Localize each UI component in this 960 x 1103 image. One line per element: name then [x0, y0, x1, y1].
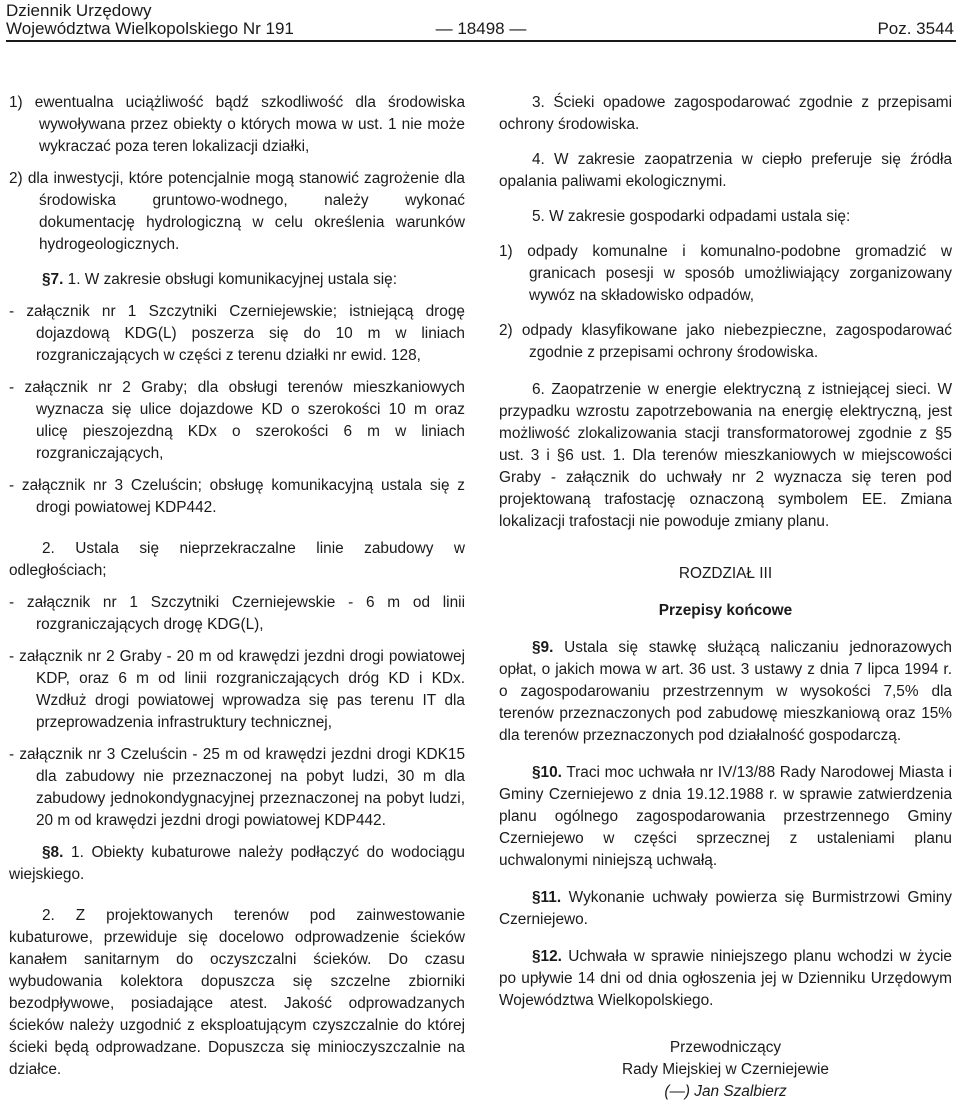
- paragraph-8: [9, 842, 465, 886]
- paragraph-7-text: 1. W zakresie obsługi komunikacyjnej ustala się:: [63, 271, 398, 288]
- page-number: — 18498 —: [435, 19, 527, 38]
- paragraph-11-text: Wykonanie uchwały powierza się Burmistrzowi Gminy Czerniejewo.: [499, 889, 952, 928]
- left-dash-item-6: - załącznik nr 3 Czeluścin - 25 m od krawędzi jezdni drogi KDK15 dla zabudowy nie przeznaczonej na pobyt ludzi, 30 m dla zabudowy jednokondygnacyjnej przeznaczonej na pobyt ludzi, 20 m od krawędzi jezdni drogi powiatowej KDP442.: [9, 746, 465, 829]
- paragraph-11: [499, 887, 952, 931]
- paragraph-10: [499, 762, 952, 872]
- section-mark-8: §8.: [42, 844, 64, 861]
- journal-title-line2: Województwa Wielkopolskiego Nr 191: [6, 19, 294, 38]
- left-paragraph-sewage: 2. Z projektowanych terenów pod zainwestowanie kubaturowe, przewiduje się docelowo odprowadzenie ścieków kanałem sanitarnym do oczyszczalni ścieków. Do czasu wybudowania kolektora dopuszcza się szczelne zbiorniki bezodpływowe, posiadające atest. Jakość odprowadzanych ścieków należy uzgodnić z eksploatującym czyszczalnie do której ścieki będą odprowadzane. Dopuszcza się minioczyszczalnie na działce.: [9, 907, 465, 1078]
- chapter-title: Przepisy końcowe: [658, 602, 793, 619]
- signature-name: (—) Jan Szalbierz: [664, 1083, 787, 1100]
- paragraph-10-text: Traci moc uchwała nr IV/13/88 Rady Narodowej Miasta i Gminy Czerniejewo z dnia 19.12.1988 r. w sprawie zatwierdzenia planu ogólnego zagospodarowania przestrzennego Gminy Czerniejewo w części sprzecznej z ustaleniami planu uchwalonymi niniejszą uchwałą.: [499, 764, 952, 869]
- page-header: [6, 0, 956, 42]
- right-list-item-1: 1) odpady komunalne i komunalno-podobne gromadzić w granicach posesji w sposób umożliwiający zorganizowany wywóz na składowisko odpadów,: [499, 243, 952, 304]
- left-item-1: 1) ewentualna uciążliwość bądź szkodliwość dla środowiska wywoływana przez obiekty o których mowa w ust. 1 nie może wykraczać poza teren lokalizacji działki,: [9, 94, 465, 155]
- journal-title-line1: Dziennik Urzędowy: [6, 1, 152, 20]
- left-item-2: 2) dla inwestycji, które potencjalnie mogą stanowić zagrożenie dla środowiska gruntowo-wodnego, należy wykonać dokumentację hydrologiczną w celu określenia warunków hydrogeologicznych.: [9, 170, 465, 253]
- paragraph-8-text: 1. Obiekty kubaturowe należy podłączyć do wodociągu wiejskiego.: [9, 844, 465, 883]
- section-mark-9: §9.: [532, 639, 554, 656]
- left-dash-item-3: - załącznik nr 3 Czeluścin; obsługę komunikacyjną ustala się z drogi powiatowej KDP442.: [9, 477, 465, 516]
- right-item-5: 5. W zakresie gospodarki odpadami ustala się:: [532, 208, 851, 225]
- left-dash-item-4: - załącznik nr 1 Szczytniki Czerniejewskie - 6 m od linii rozgraniczających drogę KDG(L),: [9, 594, 465, 633]
- chapter-heading: ROZDZIAŁ III: [678, 565, 773, 582]
- right-item-4: 4. W zakresie zaopatrzenia w ciepło preferuje się źródła opalania paliwami ekologicznymi.: [499, 151, 952, 190]
- section-mark-11: §11.: [532, 889, 562, 906]
- left-dash-item-1: - załącznik nr 1 Szczytniki Czerniejewskie; istniejącą drogę dojazdową KDG(L) poszerza się do 10 m w liniach rozgraniczających w części z terenu działki nr ewid. 128,: [9, 303, 465, 364]
- right-item-6: 6. Zaopatrzenie w energie elektryczną z istniejącej sieci. W przypadku wzrostu zapotrzebowania na energię elektryczną, jest możliwość zlokalizowania stacji transformatorowej zgodnie z §5 ust. 3 i §6 ust. 1. Dla terenów mieszkaniowych w miejscowości Graby - załącznik do uchwały nr 2 wyznacza się teren pod projektowaną trafostację oznaczoną symbolem EE. Zmiana lokalizacji trafostacji nie powoduje zmiany planu.: [499, 381, 952, 530]
- paragraph-9: [499, 637, 952, 747]
- left-paragraph-2: 2. Ustala się nieprzekraczalne linie zabudowy w odległościach;: [9, 540, 465, 579]
- paragraph-12-text: Uchwała w sprawie niniejszego planu wchodzi w życie po upływie 14 dni od dnia ogłoszenia jej w Dzienniku Urzędowym Województwa Wielkopolskiego.: [499, 948, 952, 1009]
- signature-body: Rady Miejskiej w Czerniejewie: [622, 1061, 829, 1078]
- paragraph-7: [9, 269, 465, 291]
- signature-title: Przewodniczący: [669, 1039, 782, 1056]
- right-list-item-2: 2) odpady klasyfikowane jako niebezpieczne, zagospodarować zgodnie z przepisami ochrony środowiska.: [499, 322, 952, 361]
- paragraph-9-text: Ustala się stawkę służącą naliczaniu jednorazowych opłat, o jakich mowa w art. 36 ust. 3 ustawy z dnia 7 lipca 1994 r. o zagospodarowaniu przestrzennym w wysokości 7,5% dla terenów przeznaczonych pod zabudowę mieszkaniową oraz 15% dla terenów przeznaczonych pod działalność gospodarczą.: [499, 639, 952, 744]
- section-mark-7: §7.: [42, 271, 64, 288]
- right-column: [499, 92, 952, 1103]
- left-dash-item-2: - załącznik nr 2 Graby; dla obsługi terenów mieszkaniowych wyznacza się ulice dojazdowe KD o szerokości 10 m oraz ulicę pieszojezdną KDx o szerokości 6 m w liniach rozgraniczających,: [9, 379, 465, 462]
- position-number: Poz. 3544: [877, 19, 954, 38]
- paragraph-12: [499, 946, 952, 1012]
- section-mark-10: §10.: [532, 764, 562, 781]
- left-dash-item-5: - załącznik nr 2 Graby - 20 m od krawędzi jezdni drogi powiatowej KDP, oraz 6 m od linii rozgraniczających dróg KD i KDx. Wzdłuż drogi powiatowej wprowadza się pas terenu IT dla przeprowadzenia infrastruktury technicznej,: [9, 648, 465, 731]
- section-mark-12: §12.: [532, 948, 562, 965]
- left-column: [9, 92, 465, 1081]
- right-item-3: 3. Ścieki opadowe zagospodarować zgodnie z przepisami ochrony środowiska.: [499, 94, 952, 133]
